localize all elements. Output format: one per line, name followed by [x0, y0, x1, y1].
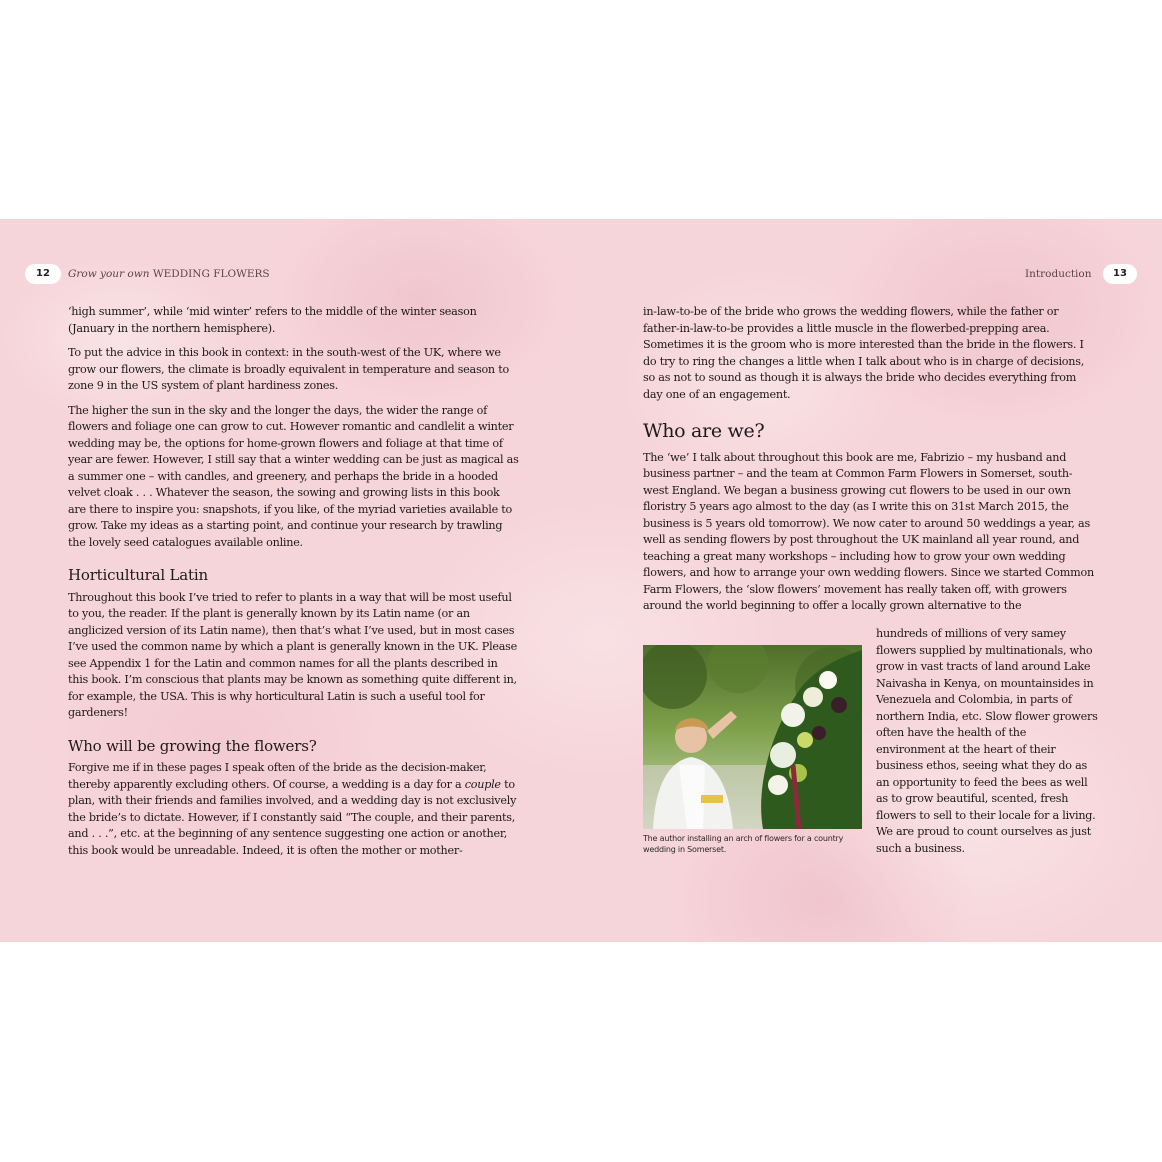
left-paragraph-1: ‘high summer’, while ‘mid winter’ refers to the middle of the winter season (January in the northern hemisphere). — [68, 305, 477, 335]
right-paragraph-1: in-law-to-be of the bride who grows the wedding flowers, while the father or father-in-law-to-be provides a little muscle in the flowerbed-prepping area. Sometimes it is the groom who is more interested than the bride in the flowers. I do try to ring the changes a little when I talk about who is in charge of decisions, so as not to sound as though it is always the bride who decides everything from day one of an engagement. — [643, 305, 1085, 401]
heading-who-will-be-growing: Who will be growing the flowers? — [68, 736, 317, 755]
right-column — [643, 304, 1097, 623]
left-paragraph-3: The higher the sun in the sky and the longer the days, the wider the range of flowers and foliage one can grow to cut. However romantic and candlelit a winter wedding may be, the options for home-grown flowers and foliage at that time of year are fewer. However, I still say that a winter wedding can be just as magical as a summer one – with candles, and greenery, and perhaps the bride in a hooded velvet cloak . . . Whatever the season, the sowing and growing lists in this book are there to inspire you: snapshots, if you like, of the myriad varieties available to grow. Take my ideas as a starting point, and continue your research by trawling the lovely seed catalogues available online. — [68, 403, 519, 549]
left-column — [68, 304, 520, 867]
left-page-number: 12 — [25, 264, 61, 284]
para5-part-b: to plan, with their friends and families involved, and a wedding day is not exclusively the bride’s to dictate. However, if I constantly said “The couple, and their parents, and . . .”, etc. at the beginning of any sentence suggesting one action or another, this book would be unreadable. Indeed, it is often the mother or mother- — [68, 777, 517, 857]
left-running-head — [68, 268, 270, 280]
left-paragraph-4: Throughout this book I’ve tried to refer to plants in a way that will be most useful to you, the reader. If the plant is generally known by its Latin name (or an anglicized version of its Latin name), then that’s what I’ve used, but in most cases I’ve used the common name by which a plant is generally known in the UK. Please see Appendix 1 for the Latin and common names for all the plants described in this book. I’m conscious that plants may be known as something quite different in, for example, the USA. This is why horticultural Latin is such a useful tool for gardeners! — [68, 590, 518, 719]
heading-horticultural-latin: Horticultural Latin — [68, 566, 208, 584]
right-page-number: 13 — [1103, 264, 1137, 284]
running-head-caps: WEDDING FLOWERS — [152, 268, 270, 280]
para5-part-a: Forgive me if in these pages I speak often of the bride as the decision-maker, thereby apparently excluding others. Of course, a wedding is a day for a — [68, 761, 487, 791]
left-paragraph-2: To put the advice in this book in context: in the south-west of the UK, where we grow our flowers, the climate is broadly equivalent in temperature and season to zone 9 in the US system of plant hardiness zones. — [68, 346, 509, 392]
photo-caption: The author installing an arch of flowers for a country wedding in Somerset. — [643, 834, 844, 854]
right-paragraph-2: The ‘we’ I talk about throughout this book are me, Fabrizio – my husband and business partner – and the team at Common Farm Flowers in Somerset, south-west England. We began a business growing cut flowers to be used in our own floristry 5 years ago almost to the day (as I write this on 31st March 2015, the business is 5 years old tomorrow). We now cater to around 50 weddings a year, as well as sending flowers by post throughout the UK mainland all year round, and teaching a great many workshops – including how to grow your own wedding flowers, and how to arrange your own wedding flowers. Since we started Common Farm Flowers, the ‘slow flowers’ movement has really taken off, with growers around the world beginning to offer a locally grown alternative to the — [643, 450, 1094, 612]
right-paragraph-2-wrap: hundreds of millions of very samey flowers supplied by multinationals, who grow in vast tracts of land around Lake Naivasha in Kenya, on mountainsides in Venezuela and Colombia, in parts of northern India, etc. Slow flower growers often have the health of the environment at the heart of their business ethos, seeing what they do as an opportunity to feed the bees as well as to grow beautiful, scented, fresh flowers to sell to their locale for a living. We are proud to count ourselves as just such a business. — [876, 627, 1098, 855]
left-paragraph-5 — [68, 760, 520, 859]
heading-who-are-we: Who are we? — [643, 420, 765, 442]
running-head-italic: Grow your own — [68, 268, 150, 280]
right-running-head: Introduction — [1025, 268, 1092, 280]
photo-illustration — [643, 645, 862, 829]
author-flower-arch-photo — [643, 645, 862, 829]
para5-emphasis: couple — [464, 777, 501, 791]
